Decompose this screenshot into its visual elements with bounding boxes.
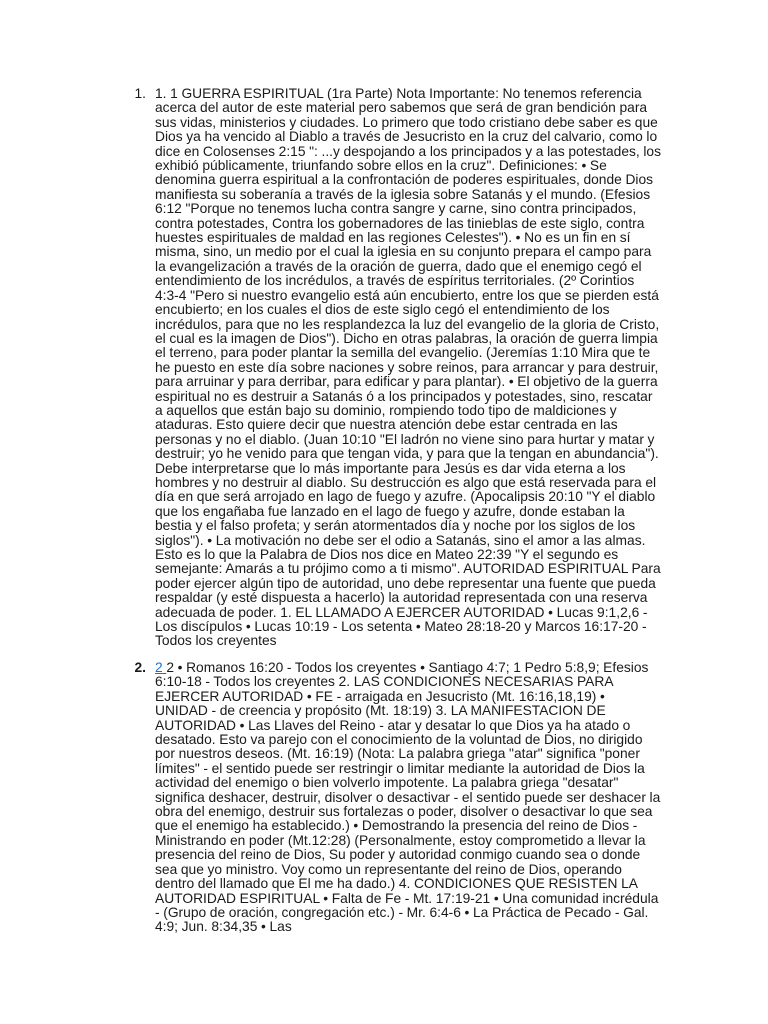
- paragraph-text: 2 • Romanos 16:20 - Todos los creyentes • Santiago 4:7; 1 Pedro 5:8,9; Efesios 6:10-18 - Todos los creyentes 2. LAS CONDICIONES NECESARIAS PARA EJERCER AUTORIDAD • FE - arraigada en Jesucristo (Mt. 16:16,18,19) • UNIDAD - de creencia y propósito (Mt. 18:19) 3. LA MANIFESTACION DE AUTORIDAD • Las Llaves del Reino - atar y desatar lo que Dios ya ha atado o desatado. Esto va parejo con el conocimiento de la voluntad de Dios, no dirigido por nuestros deseos. (Mt. 16:19) (Nota: La palabra griega "atar" significa "poner límites" - el sentido puede ser restringir o limitar mediante la autoridad de Dios la actividad del enemigo o bien volverlo impotente. La palabra griega "desatar" significa deshacer, destruir, disolver o desactivar - el sentido puede ser deshacer la obra del enemigo, destruir sus fortalezas o poder, disolver o desactivar lo que sea que el enemigo ha establecido.) • Demostrando la presencia del reino de Dios - Ministrando en poder (Mt.12:28) (Personalmente, estoy comprometido a llevar la presencia del reino de Dios, Su poder y autoridad conmigo cuando sea o donde sea que yo ministro. Voy como un representante del reino de Dios, operando dentro del llamado que El me ha dado.) 4. CONDICIONES QUE RESISTEN LA AUTORIDAD ESPIRITUAL • Falta de Fe - Mt. 17:19-21 • Una comunidad incrédula - (Grupo de oración, congregación etc.) - Mr. 6:4-6 • La Práctica de Pecado - Gal. 4:9; Jun. 8:34,35 • Las: [155, 660, 661, 935]
- page-link[interactable]: 2: [155, 660, 167, 675]
- list-number: 1.: [134, 86, 146, 101]
- paragraph-container: [155, 661, 661, 935]
- list-number: 2.: [134, 660, 146, 675]
- paragraph-text: 1. 1 GUERRA ESPIRITUAL (1ra Parte) Nota Importante: No tenemos referencia acerca del autor de este material pero sabemos que será de gran bendición para sus vidas, ministerios y ciudades. Lo primero que todo cristiano debe saber es que Dios ya ha vencido al Diablo a través de Jesucristo en la cruz del calvario, como lo dice en Colosenses 2:15 ": ...y despojando a los principados y a las potestades, los exhibió públicamente, triunfando sobre ellos en la cruz". Definiciones: • Se denomina guerra espiritual a la confrontación de poderes espirituales, donde Dios manifiesta su soberanía a través de la iglesia sobre Satanás y el mundo. (Efesios 6:12 "Porque no tenemos lucha contra sangre y carne, sino contra principados, contra potestades, Contra los gobernadores de las tinieblas de este siglo, contra huestes espirituales de maldad en las regiones Celestes"). • No es un fin en sí misma, sino, un medio por el cual la iglesia en su conjunto prepara el campo para la evangelización a través de la oración de guerra, dado que el enemigo cegó el entendimiento de los incrédulos, a través de espíritus territoriales. (2º Corintios 4:3-4 "Pero si nuestro evangelio está aún encubierto, entre los que se pierden está encubierto; en los cuales el dios de este siglo cegó el entendimiento de los incrédulos, para que no les resplandezca la luz del evangelio de la gloria de Cristo, el cual es la imagen de Dios"). Dicho en otras palabras, la oración de guerra limpia el terreno, para poder plantar la semilla del evangelio. (Jeremías 1:10 Mira que te he puesto en este día sobre naciones y sobre reinos, para arrancar y para destruir, para arruinar y para derribar, para edificar y para plantar). • El objetivo de la guerra espiritual no es destruir a Satanás ó a los principados y potestades, sino, rescatar a aquellos que están bajo su dominio, rompiendo todo tipo de maldiciones y ataduras. Esto quiere decir que nuestra atención debe estar centrada en las personas y no el diablo. (Juan 10:10 "El ladrón no viene sino para hurtar y matar y destruir; yo he venido para que tengan vida, y para que la tengan en abundancia"). Debe interpretarse que lo más importante para Jesús es dar vida eterna a los hombres y no destruir al diablo. Su destrucción es algo que está reservada para el día en que será arrojado en lago de fuego y azufre. (Apocalipsis 20:10 "Y el diablo que los engañaba fue lanzado en el lago de fuego y azufre, donde estaban la bestia y el falso profeta; y serán atormentados día y noche por los siglos de los siglos"). • La motivación no debe ser el odio a Satanás, sino el amor a las almas. Esto es lo que la Palabra de Dios nos dice en Mateo 22:39 "Y el segundo es semejante: Amarás a tu prójimo como a ti mismo". AUTORIDAD ESPIRITUAL Para poder ejercer algún tipo de autoridad, uno debe representar una fuente que pueda respaldar (y esté dispuesta a hacerlo) la autoridad representada con una reserva adecuada de poder. 1. EL LLAMADO A EJERCER AUTORIDAD • Lucas 9:1,2,6 - Los discípulos • Lucas 10:19 - Los setenta • Mateo 28:18-20 y Marcos 16:17-20 - Todos los creyentes: [155, 86, 661, 649]
